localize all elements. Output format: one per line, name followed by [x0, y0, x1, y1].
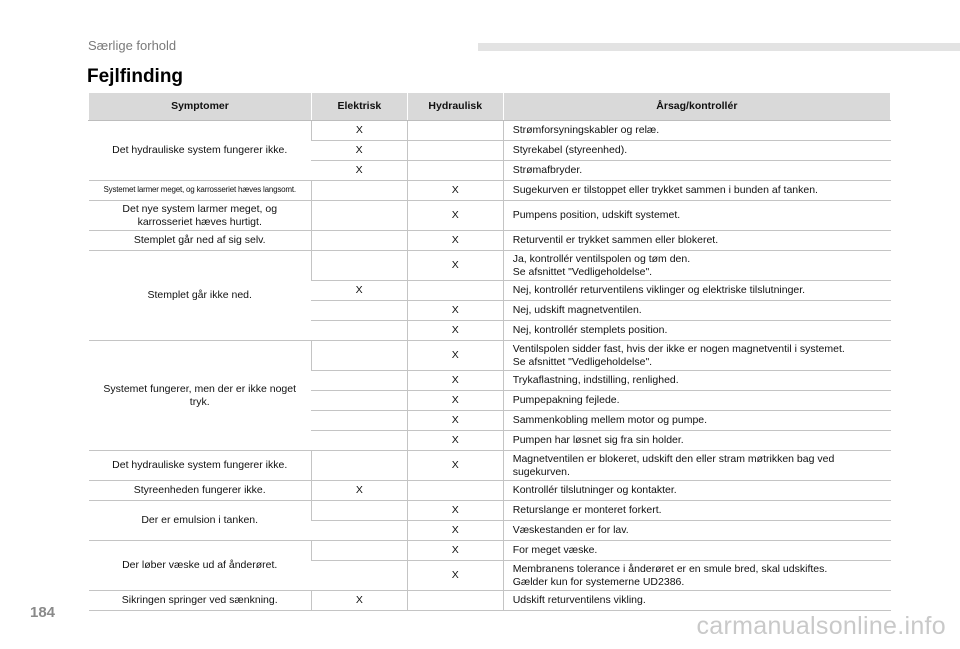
troubleshooting-table — [88, 92, 891, 611]
table-body — [89, 121, 891, 611]
page-number: 184 — [30, 604, 56, 621]
table-row — [89, 181, 891, 201]
hydraulic-cell: X — [407, 561, 503, 591]
cause-cell: Pumpens position, udskift systemet. — [503, 201, 890, 231]
cause-cell: Nej, kontrollér returventilens viklinger og elektriske tilslutninger. — [503, 281, 890, 301]
cause-cell: Returslange er monteret forkert. — [503, 501, 890, 521]
symptom-cell: Styreenheden fungerer ikke. — [89, 481, 312, 501]
page-title: Fejlfinding — [87, 66, 184, 87]
hydraulic-cell: X — [407, 431, 503, 451]
header-divider — [478, 43, 960, 51]
cause-cell: Sugekurven er tilstoppet eller trykket sammen i bunden af tanken. — [503, 181, 890, 201]
cause-cell: Nej, kontrollér stemplets position. — [503, 321, 890, 341]
table-row — [89, 501, 891, 521]
watermark: carmanualsonline.info — [696, 612, 946, 640]
table-header-row — [89, 93, 891, 121]
table-row — [89, 451, 891, 481]
table-row — [89, 121, 891, 141]
hydraulic-cell: X — [407, 521, 503, 541]
cause-cell: Magnetventilen er blokeret, udskift den eller stram møtrikken bag ved sugekurven. — [503, 451, 890, 481]
symptom-cell: Det hydrauliske system fungerer ikke. — [89, 121, 312, 181]
hydraulic-cell: X — [407, 301, 503, 321]
electric-cell — [311, 431, 407, 451]
electric-cell — [311, 391, 407, 411]
electric-cell: X — [311, 161, 407, 181]
cause-cell: Nej, udskift magnetventilen. — [503, 301, 890, 321]
electric-cell: X — [311, 591, 407, 611]
electric-cell — [311, 201, 407, 231]
electric-cell — [311, 501, 407, 521]
table-row — [89, 541, 891, 561]
section-header: Særlige forhold — [88, 38, 177, 53]
cause-cell: Pumpen har løsnet sig fra sin holder. — [503, 431, 890, 451]
cause-cell: Trykaflastning, indstilling, renlighed. — [503, 371, 890, 391]
cause-cell: Styrekabel (styreenhed). — [503, 141, 890, 161]
table-row — [89, 201, 891, 231]
electric-cell — [311, 181, 407, 201]
hydraulic-cell: X — [407, 321, 503, 341]
electric-cell — [311, 231, 407, 251]
hydraulic-cell — [407, 481, 503, 501]
table-row — [89, 341, 891, 371]
symptom-cell: Det nye system larmer meget, og karrosseriet hæves hurtigt. — [89, 201, 312, 231]
electric-cell: X — [311, 481, 407, 501]
symptom-cell: Der er emulsion i tanken. — [89, 501, 312, 541]
hydraulic-cell: X — [407, 181, 503, 201]
cause-cell: For meget væske. — [503, 541, 890, 561]
hydraulic-cell: X — [407, 371, 503, 391]
hydraulic-cell — [407, 161, 503, 181]
hydraulic-cell: X — [407, 411, 503, 431]
cause-cell: Strømafbryder. — [503, 161, 890, 181]
symptom-cell: Stemplet går ned af sig selv. — [89, 231, 312, 251]
hydraulic-cell: X — [407, 501, 503, 521]
table-row — [89, 231, 891, 251]
column-header-electric: Elektrisk — [311, 93, 407, 121]
symptom-cell: Stemplet går ikke ned. — [89, 251, 312, 341]
electric-cell — [311, 561, 407, 591]
symptom-cell: Sikringen springer ved sænkning. — [89, 591, 312, 611]
cause-cell: Membranens tolerance i ånderøret er en smule bred, skal udskiftes. Gælder kun for systemerne UD2386. — [503, 561, 890, 591]
hydraulic-cell: X — [407, 391, 503, 411]
column-header-symptoms: Symptomer — [89, 93, 312, 121]
cause-cell: Ventilspolen sidder fast, hvis der ikke er nogen magnetventil i systemet. Se afsnittet "Vedligeholdelse". — [503, 341, 890, 371]
electric-cell — [311, 321, 407, 341]
electric-cell — [311, 451, 407, 481]
hydraulic-cell: X — [407, 251, 503, 281]
symptom-cell: Systemet larmer meget, og karrosseriet hæves langsomt. — [89, 181, 312, 201]
table-row — [89, 251, 891, 281]
cause-cell: Sammenkobling mellem motor og pumpe. — [503, 411, 890, 431]
cause-cell: Væskestanden er for lav. — [503, 521, 890, 541]
hydraulic-cell — [407, 141, 503, 161]
table-row — [89, 591, 891, 611]
column-header-cause: Årsag/kontrollér — [503, 93, 890, 121]
electric-cell: X — [311, 141, 407, 161]
hydraulic-cell — [407, 591, 503, 611]
symptom-cell: Systemet fungerer, men der er ikke noget tryk. — [89, 341, 312, 451]
symptom-cell: Der løber væske ud af ånderøret. — [89, 541, 312, 591]
hydraulic-cell: X — [407, 201, 503, 231]
cause-cell: Pumpepakning fejlede. — [503, 391, 890, 411]
hydraulic-cell — [407, 281, 503, 301]
electric-cell: X — [311, 281, 407, 301]
electric-cell — [311, 521, 407, 541]
hydraulic-cell: X — [407, 541, 503, 561]
table-row — [89, 481, 891, 501]
cause-cell: Returventil er trykket sammen eller blokeret. — [503, 231, 890, 251]
hydraulic-cell: X — [407, 341, 503, 371]
electric-cell — [311, 541, 407, 561]
electric-cell: X — [311, 121, 407, 141]
hydraulic-cell — [407, 121, 503, 141]
electric-cell — [311, 341, 407, 371]
electric-cell — [311, 371, 407, 391]
cause-cell: Ja, kontrollér ventilspolen og tøm den. Se afsnittet "Vedligeholdelse". — [503, 251, 890, 281]
column-header-hydraulic: Hydraulisk — [407, 93, 503, 121]
cause-cell: Strømforsyningskabler og relæ. — [503, 121, 890, 141]
electric-cell — [311, 301, 407, 321]
hydraulic-cell: X — [407, 451, 503, 481]
hydraulic-cell: X — [407, 231, 503, 251]
electric-cell — [311, 411, 407, 431]
symptom-cell: Det hydrauliske system fungerer ikke. — [89, 451, 312, 481]
cause-cell: Udskift returventilens vikling. — [503, 591, 890, 611]
cause-cell: Kontrollér tilslutninger og kontakter. — [503, 481, 890, 501]
electric-cell — [311, 251, 407, 281]
